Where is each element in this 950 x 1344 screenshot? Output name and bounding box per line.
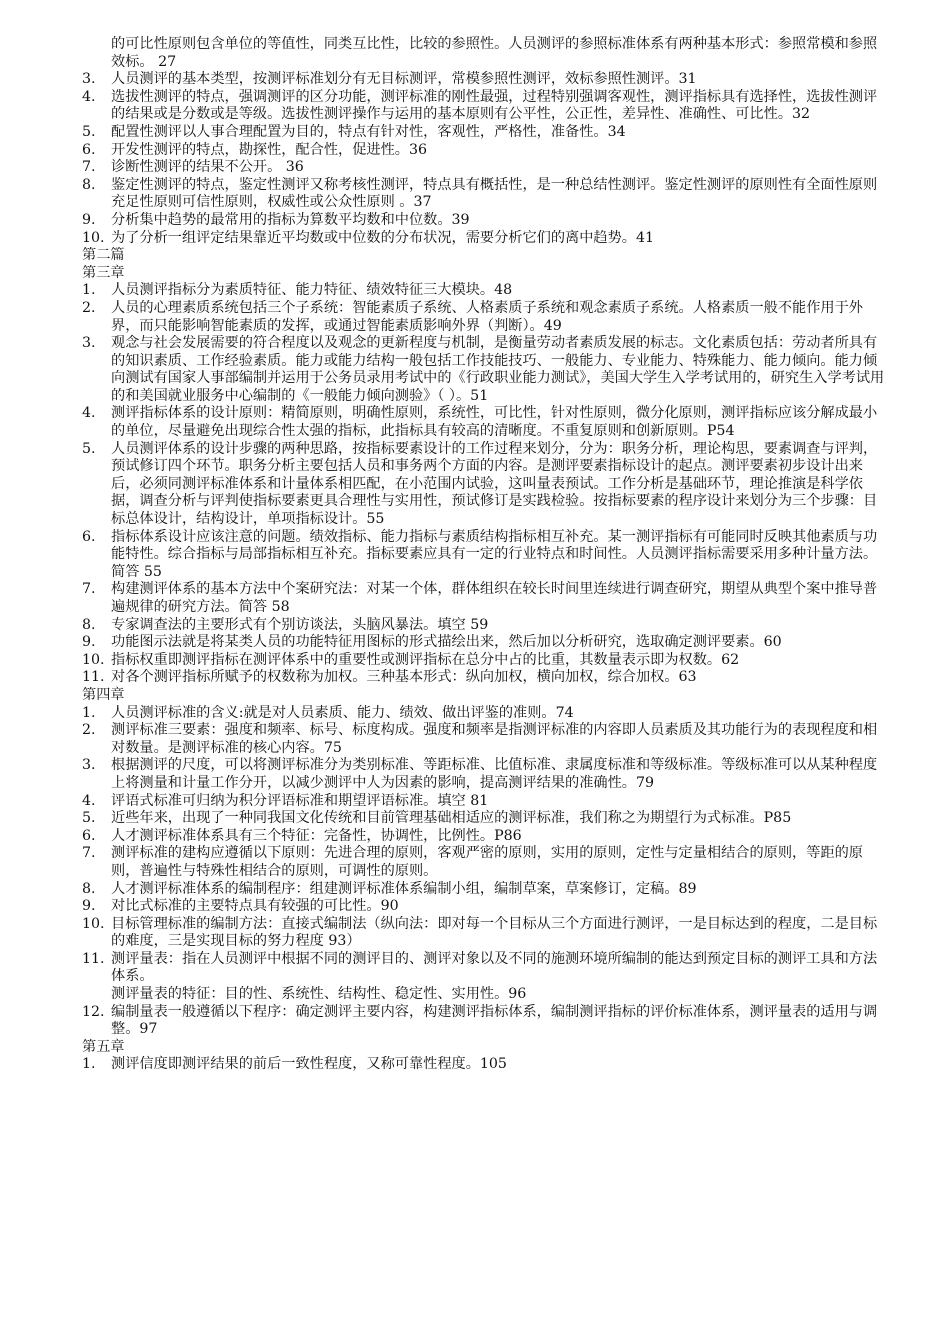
list-item bbox=[0, 581, 950, 616]
item-number: 11. bbox=[82, 669, 105, 686]
item-number: 8. bbox=[82, 880, 96, 897]
part-heading: 第二篇 bbox=[82, 247, 125, 264]
item-text: 对各个测评指标所赋予的权数称为加权。三种基本形式：纵向加权，横向加权，综合加权。63 bbox=[111, 669, 697, 686]
item-number: 6. bbox=[82, 141, 96, 158]
item-text: 选拔性测评的特点，强调测评的区分功能，测评标准的刚性最强，过程特别强调客观性，测评指标具有选择性，选拔性测评的结果或是分数或是等级。选拔性测评操作与运用的基本原则有公平性，公正性，差异性、准确性、可比性。32 bbox=[111, 88, 878, 123]
list-item bbox=[0, 1004, 950, 1039]
list-section-4 bbox=[0, 1056, 950, 1074]
item-text: 测评标准的建构应遵循以下原则：先进合理的原则，客观严密的原则，实用的原则，定性与定量相结合的原则，等距的原则，普遍性与特殊性相结合的原则，可调性的原则。 bbox=[111, 845, 863, 879]
list-item bbox=[0, 793, 950, 811]
item-text: 分析集中趋势的最常用的指标为算数平均数和中位数。39 bbox=[111, 211, 470, 228]
list-item bbox=[0, 142, 950, 160]
item-text: 功能图示法就是将某类人员的功能特征用图标的形式描绘出来，然后加以分析研究，选取确定测评要素。60 bbox=[111, 634, 782, 651]
item-text: 编制量表一般遵循以下程序：确定测评主要内容，构建测评指标体系，编制测评指标的评价标准体系，测评量表的适用与调整。97 bbox=[111, 1003, 878, 1038]
list-item bbox=[0, 71, 950, 89]
list-item bbox=[0, 212, 950, 230]
item-text: 根据测评的尺度，可以将测评标准分为类别标准、等距标准、比值标准、隶属度标准和等级标准。等级标准可以从某种程度上将测量和计量工作分开，以减少测评中人为因素的影响，提高测评结果的准确性。79 bbox=[111, 757, 878, 791]
chapter-heading: 第五章 bbox=[82, 1038, 125, 1055]
item-number: 6. bbox=[82, 528, 96, 545]
list-item bbox=[0, 652, 950, 670]
item-text: 人才测评标准体系的编制程序：组建测评标准体系编制小组，编制草案，草案修订，定稿。89 bbox=[111, 880, 697, 897]
item-number: 11. bbox=[82, 950, 105, 967]
item-number: 2. bbox=[82, 722, 96, 739]
item-number: 2. bbox=[82, 299, 96, 316]
list-item bbox=[0, 757, 950, 792]
item-text: 观念与社会发展需要的符合程度以及观念的更新程度与机制，是衡量劳动者素质发展的标志。文化素质包括：劳动者所具有的知识素质、工作经验素质。能力或能力结构一般包括工作技能技巧、一般能力、专业能力、特殊能力、能力倾向。能力倾向测试有国家人事部编制并运用于公务员录用考试中的《行政职业能力测试》，美国大学生入学考试用的，研究生入学考试用的和美国就业服务中心编制的《一般能力倾向测验》（ ）。51 bbox=[111, 335, 885, 404]
item-number: 10. bbox=[82, 229, 105, 246]
item-text: 诊断性测评的结果不公开。 36 bbox=[111, 159, 304, 176]
item-number: 5. bbox=[82, 440, 96, 457]
item-number: 7. bbox=[82, 159, 96, 176]
item-number: 3. bbox=[82, 335, 96, 352]
item-text: 开发性测评的特点，勘探性，配合性，促进性。36 bbox=[111, 141, 427, 158]
chapter-heading: 第三章 bbox=[82, 264, 125, 281]
continuation-paragraph bbox=[0, 36, 950, 71]
item-text: 评语式标准可归纳为积分评语标准和期望评语标准。填空 81 bbox=[111, 792, 489, 809]
list-item bbox=[0, 441, 950, 529]
list-item bbox=[0, 1056, 950, 1074]
item-text: 为了分析一组评定结果靠近平均数或中位数的分布状况，需要分析它们的离中趋势。41 bbox=[111, 229, 654, 246]
item-number: 9. bbox=[82, 898, 96, 915]
list-item bbox=[0, 722, 950, 757]
list-item bbox=[0, 230, 950, 248]
item-text: 测评信度即测评结果的前后一致性程度，又称可靠性程度。105 bbox=[111, 1056, 507, 1073]
item-number: 9. bbox=[82, 634, 96, 651]
item-number: 7. bbox=[82, 581, 96, 598]
item-number: 4. bbox=[82, 405, 96, 422]
item-text: 目标管理标准的编制方法：直接式编制法（纵向法：即对每一个目标从三个方面进行测评，一是目标达到的程度，二是目标的难度，三是实现目标的努力程度 93） bbox=[111, 915, 878, 950]
item-text: 测评指标体系的设计原则：精简原则，明确性原则，系统性，可比性，针对性原则，微分化原则，测评指标应该分解成最小的单位，尽量避免出现综合性太强的指标，此指标具有较高的清晰度。不重复原则和创新原则。P54 bbox=[111, 405, 878, 440]
item-number: 8. bbox=[82, 176, 96, 193]
item-text: 指标体系设计应该注意的问题。绩效指标、能力指标与素质结构指标相互补充。某一测评指标有可能同时反映其他素质与功能特性。综合指标与局部指标相互补充。指标要素应具有一定的行业特点和时间性。人员测评指标需要采用多种计量方法。简答 55 bbox=[111, 528, 878, 580]
item-text: 人员测评指标分为素质特征、能力特征、绩效特征三大模块。48 bbox=[111, 282, 513, 299]
item-number: 1. bbox=[82, 704, 96, 721]
item-number: 3. bbox=[82, 71, 96, 88]
list-item bbox=[0, 828, 950, 846]
list-item bbox=[0, 845, 950, 880]
chapter-heading: 第四章 bbox=[82, 686, 125, 703]
list-item bbox=[0, 405, 950, 440]
item-number: 5. bbox=[82, 123, 96, 140]
item-number: 1. bbox=[82, 1056, 96, 1073]
list-section-2 bbox=[0, 282, 950, 687]
item-extra-text: 测评量表的特征：目的性、系统性、结构性、稳定性、实用性。96 bbox=[111, 986, 527, 1003]
list-item bbox=[0, 881, 950, 899]
item-number: 8. bbox=[82, 616, 96, 633]
item-number: 9. bbox=[82, 211, 96, 228]
list-item bbox=[0, 159, 950, 177]
list-item bbox=[0, 529, 950, 582]
item-text: 人员测评标准的含义:就是对人员素质、能力、绩效、做出评鉴的准则。74 bbox=[111, 704, 574, 721]
item-text: 近些年来，出现了一种同我国文化传统和目前管理基础相适应的测评标准，我们称之为期望行为式标准。P85 bbox=[111, 810, 792, 827]
item-number: 12. bbox=[82, 1003, 105, 1020]
item-number: 10. bbox=[82, 651, 105, 668]
list-item bbox=[0, 282, 950, 300]
list-item bbox=[0, 300, 950, 335]
list-item bbox=[0, 335, 950, 405]
list-item bbox=[0, 177, 950, 212]
list-section-3 bbox=[0, 705, 950, 1039]
list-item bbox=[0, 669, 950, 687]
list-item bbox=[0, 916, 950, 951]
item-text: 人员测评的基本类型，按测评标准划分有无目标测评，常模参照性测评，效标参照性测评。31 bbox=[111, 71, 697, 88]
item-text: 配置性测评以人事合理配置为目的，特点有针对性，客观性，严格性，准备性。34 bbox=[111, 123, 626, 140]
item-number: 7. bbox=[82, 845, 96, 862]
item-number: 4. bbox=[82, 88, 96, 105]
item-text: 测评标准三要素：强度和频率、标号、标度构成。强度和频率是指测评标准的内容即人员素质及其功能行为的表现程度和相对数量。是测评标准的核心内容。75 bbox=[111, 722, 878, 756]
item-text: 人才测评标准体系具有三个特征：完备性，协调性，比例性。P86 bbox=[111, 827, 522, 844]
item-text: 鉴定性测评的特点，鉴定性测评又称考核性测评，特点具有概括性，是一种总结性测评。鉴定性测评的原则性有全面性原则充足性原则可信性原则，权威性或公众性原则 。37 bbox=[111, 176, 878, 211]
list-section-1 bbox=[0, 71, 950, 247]
list-item bbox=[0, 705, 950, 723]
item-text: 构建测评体系的基本方法中个案研究法：对某一个体，群体组织在较长时间里连续进行调查研究，期望从典型个案中推导普遍规律的研究方法。简答 58 bbox=[111, 581, 878, 615]
item-text: 测评量表：指在人员测评中根据不同的测评目的、测评对象以及不同的施测环境所编制的能达到预定目标的测评工具和方法体系。 bbox=[111, 950, 878, 985]
item-number: 6. bbox=[82, 827, 96, 844]
list-item bbox=[0, 89, 950, 124]
item-number: 1. bbox=[82, 282, 96, 299]
item-text: 指标权重即测评指标在测评体系中的重要性或测评指标在总分中占的比重，其数量表示即为权数。62 bbox=[111, 651, 740, 668]
list-item bbox=[0, 617, 950, 635]
item-number: 5. bbox=[82, 810, 96, 827]
list-item bbox=[0, 951, 950, 1004]
item-number: 10. bbox=[82, 915, 105, 932]
list-item bbox=[0, 898, 950, 916]
paragraph-text: 的可比性原则包含单位的等值性，同类互比性，比较的参照性。人员测评的参照标准体系有两种基本形式：参照常模和参照效标。 27 bbox=[111, 36, 878, 70]
item-number: 3. bbox=[82, 757, 96, 774]
item-text: 人员的心理素质系统包括三个子系统：智能素质子系统、人格素质子系统和观念素质子系统。人格素质一般不能作用于外界，而只能影响智能素质的发挥，或通过智能素质影响外界（判断）。49 bbox=[111, 299, 863, 334]
list-item bbox=[0, 810, 950, 828]
list-item bbox=[0, 634, 950, 652]
item-number: 4. bbox=[82, 792, 96, 809]
list-item bbox=[0, 124, 950, 142]
item-text: 对比式标准的主要特点具有较强的可比性。90 bbox=[111, 898, 399, 915]
item-text: 专家调查法的主要形式有个别访谈法，头脑风暴法。填空 59 bbox=[111, 616, 489, 633]
item-text: 人员测评体系的设计步骤的两种思路，按指标要素设计的工作过程来划分，分为：职务分析，理论构思，要素调查与评判，预试修订四个环节。职务分析主要包括人员和事务两个方面的内容。是测评要素指标设计的起点。测评要素初步设计出来后，必须同测评标准体系和计量体系相匹配，在小范围内试验，这叫量表预试。工作分析是基础环节，理论推演是科学依据，调查分析与评判使指标要素更具合理性与实用性，预试修订是实践检验。按指标要素的程序设计来划分为三个步骤：目标总体设计，结构设计，单项指标设计。55 bbox=[111, 440, 878, 528]
